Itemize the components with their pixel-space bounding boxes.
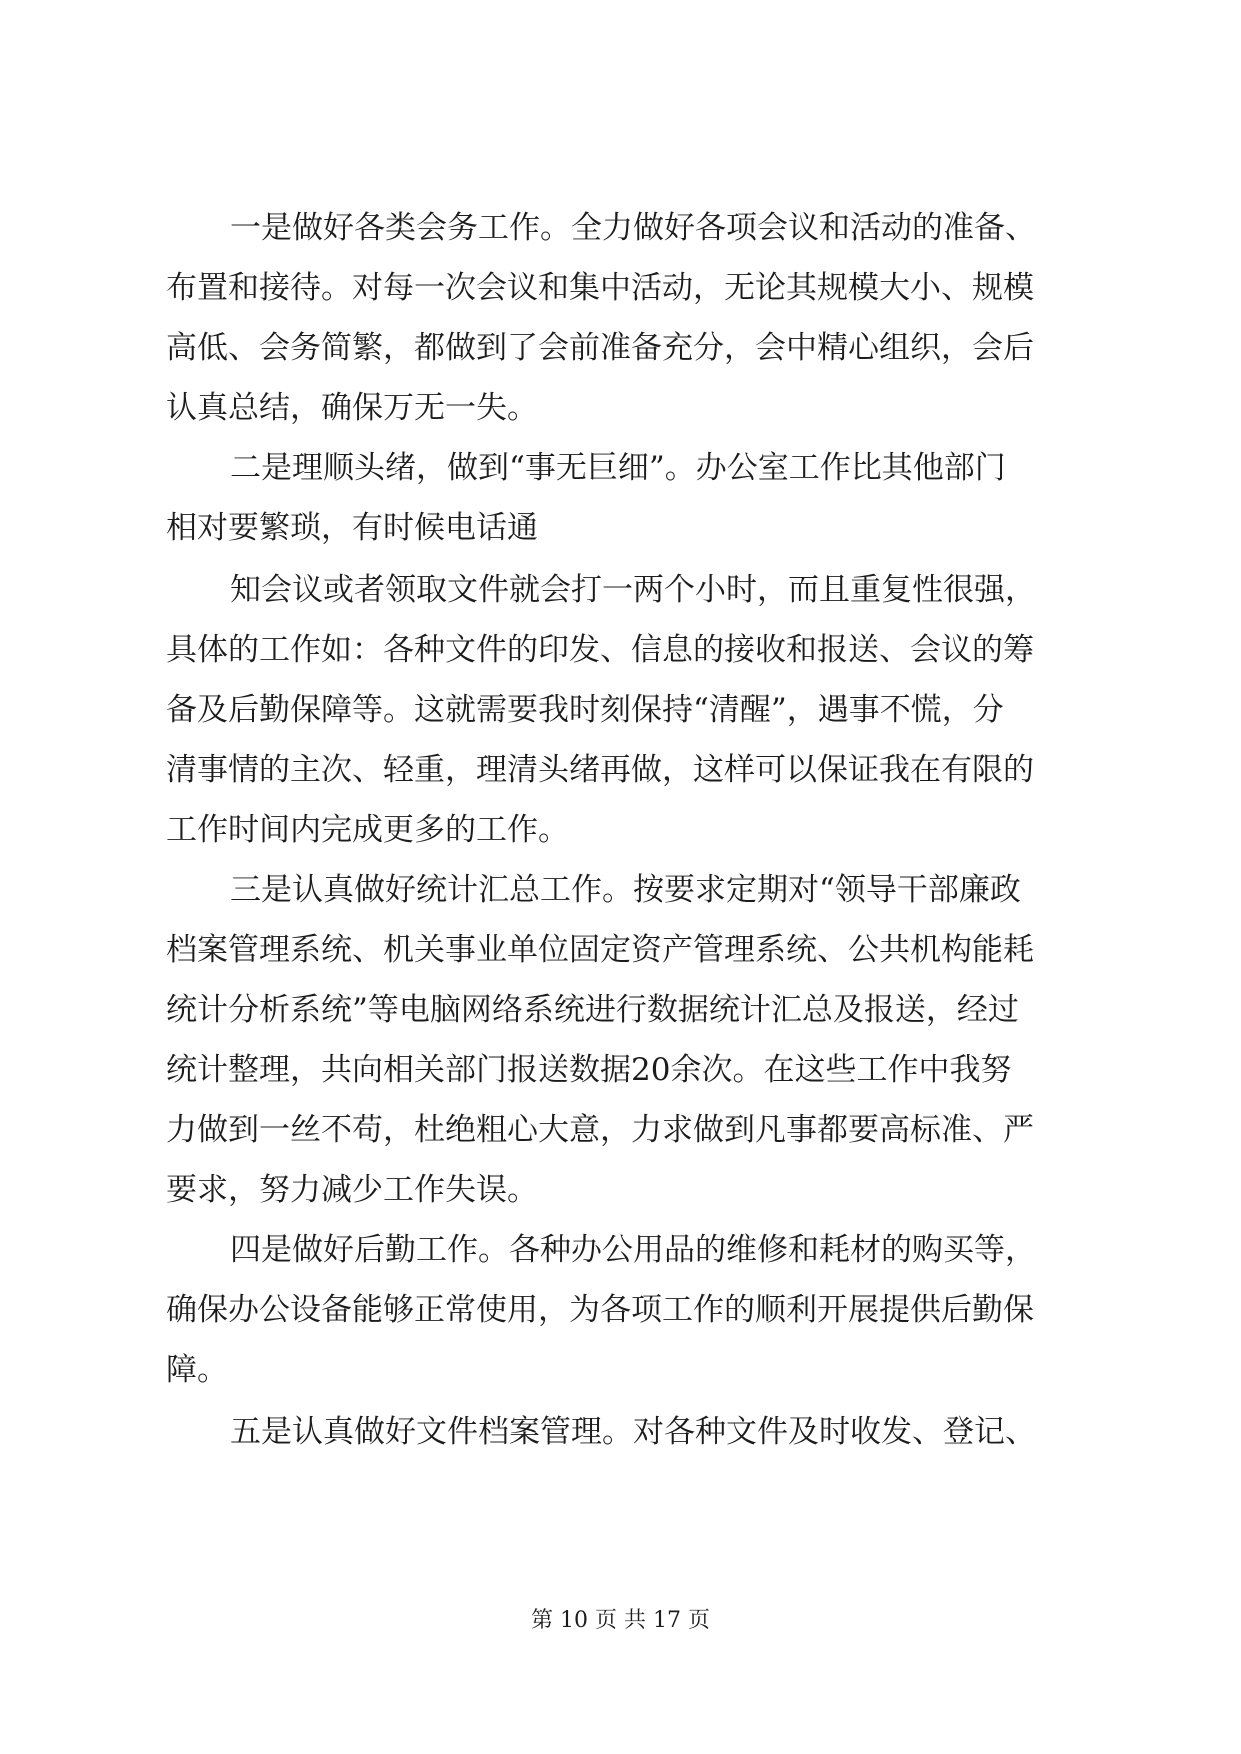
paragraph-4-line-5: 力做到一丝不苟，杜绝粗心大意，力求做到凡事都要高标准、严 [166,1112,1034,1148]
paragraph-1-line-2: 布置和接待。对每一次会议和集中活动，无论其规模大小、规模 [166,270,1034,306]
paragraph-3-line-2: 具体的工作如：各种文件的印发、信息的接收和报送、会议的筹 [166,632,1034,668]
paragraph-4-line-3: 统计分析系统”等电脑网络系统进行数据统计汇总及报送，经过 [166,992,1019,1028]
paragraph-3-line-5: 工作时间内完成更多的工作。 [166,812,569,848]
paragraph-1-line-4: 认真总结，确保万无一失。 [166,390,538,426]
paragraph-3-line-4: 清事情的主次、轻重，理清头绪再做，这样可以保证我在有限的 [166,752,1034,788]
paragraph-5-line-3: 障。 [166,1352,228,1388]
paragraph-4-line-4: 统计整理，共向相关部门报送数据20余次。在这些工作中我努 [166,1052,1012,1088]
paragraph-3-line-1: 知会议或者领取文件就会打一两个小时，而且重复性很强， [230,572,1036,608]
paragraph-4-line-6: 要求，努力减少工作失误。 [166,1172,538,1208]
page-number-footer: 第 10 页 共 17 页 [531,1608,710,1633]
paragraph-2-line-2: 相对要繁琐，有时候电话通 [166,510,538,546]
paragraph-5-line-2: 确保办公设备能够正常使用，为各项工作的顺利开展提供后勤保 [166,1292,1034,1328]
paragraph-6-line-1: 五是认真做好文件档案管理。对各种文件及时收发、登记、 [230,1414,1036,1450]
paragraph-4-line-1: 三是认真做好统计汇总工作。按要求定期对“领导干部廉政 [230,872,1021,908]
paragraph-1-line-1: 一是做好各类会务工作。全力做好各项会议和活动的准备、 [230,210,1036,246]
paragraph-3-line-3: 备及后勤保障等。这就需要我时刻保持“清醒”，遇事不慌，分 [166,692,1004,728]
paragraph-5-line-1: 四是做好后勤工作。各种办公用品的维修和耗材的购买等， [230,1232,1036,1268]
paragraph-1-line-3: 高低、会务简繁，都做到了会前准备充分，会中精心组织，会后 [166,330,1034,366]
paragraph-4-line-2: 档案管理系统、机关事业单位固定资产管理系统、公共机构能耗 [166,932,1034,968]
paragraph-2-line-1: 二是理顺头绪，做到“事无巨细”。办公室工作比其他部门 [230,450,1006,486]
